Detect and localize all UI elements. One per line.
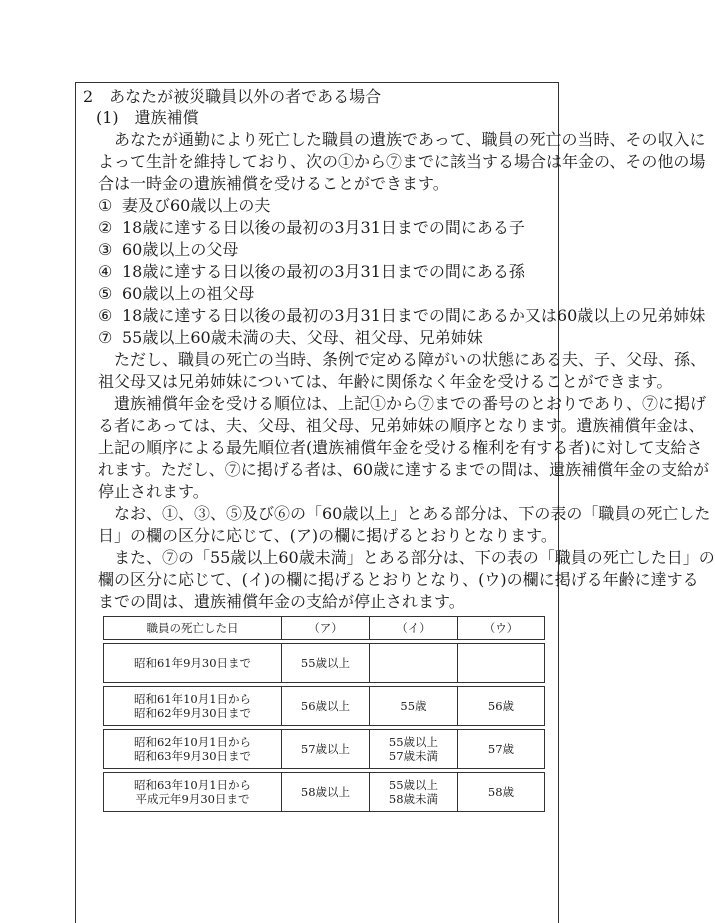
- paragraph-line: ただし、職員の死亡の当時、条例で定める障がいの状態にある夫、子、父母、孫、: [114, 350, 707, 369]
- table-cell-date: 昭和61年10月1日から 昭和62年9月30日まで: [104, 687, 282, 726]
- list-item-text: 妻及び60歳以上の夫: [122, 196, 271, 215]
- list-item-mark: ④: [98, 262, 113, 281]
- table-cell-i: [370, 644, 458, 683]
- paragraph-line: れます。ただし、⑦に掲げる者は、60歳に達するまでの間は、遺族補償年金の支給が: [98, 460, 710, 479]
- intro-line: 合は一時金の遺族補償を受けることができます。: [98, 174, 449, 193]
- list-item-mark: ②: [98, 218, 113, 237]
- table-header: （ア）: [282, 617, 370, 640]
- subsection-heading: (1) 遺族補償: [96, 108, 199, 127]
- list-item: [98, 306, 706, 325]
- table-cell-i: 55歳: [370, 687, 458, 726]
- paragraph-line: また、⑦の「55歳以上60歳未満」とある部分は、下の表の「職員の死亡した日」の: [114, 548, 715, 567]
- table-header-row: [104, 617, 545, 640]
- table-row: [104, 687, 545, 726]
- list-item-text: 18歳に達する日以後の最初の3月31日までの間にある孫: [122, 262, 525, 281]
- list-item-mark: ⑦: [98, 328, 113, 347]
- table-header: （ウ）: [458, 617, 545, 640]
- table-cell-u: 58歳: [458, 773, 545, 812]
- age-table: [103, 616, 545, 812]
- table-cell-a: 55歳以上: [282, 644, 370, 683]
- list-item-mark: ⑤: [98, 284, 113, 303]
- list-item-text: 60歳以上の祖父母: [122, 284, 255, 303]
- paragraph-line: 欄の区分に応じて、(イ)の欄に掲げるとおりとなり、(ウ)の欄に掲げる年齢に達する: [98, 570, 699, 589]
- intro-line: あなたが通勤により死亡した職員の遺族であって、職員の死亡の当時、その収入に: [114, 130, 706, 149]
- list-item-text: 18歳に達する日以後の最初の3月31日までの間にあるか又は60歳以上の兄弟姉妹: [122, 306, 706, 325]
- intro-line: よって生計を維持しており、次の①から⑦までに該当する場合は年金の、その他の場: [98, 152, 706, 171]
- paragraph-line: 上記の順序による最先順位者(遺族補償年金を受ける権利を有する者)に対して支給さ: [98, 438, 703, 457]
- table-cell-i: 55歳以上 57歳未満: [370, 730, 458, 769]
- list-item-mark: ①: [98, 196, 113, 215]
- paragraph-line: なお、①、③、⑤及び⑥の「60歳以上」とある部分は、下の表の「職員の死亡した: [114, 504, 711, 523]
- list-item: [98, 284, 255, 303]
- paragraph-line: 遺族補償年金を受ける順位は、上記①から⑦までの番号のとおりであり、⑦に掲げ: [114, 394, 707, 413]
- section-heading: 2 あなたが被災職員以外の者である場合: [83, 87, 382, 106]
- table-row: [104, 773, 545, 812]
- list-item: [98, 218, 525, 237]
- table-row: [104, 730, 545, 769]
- table-cell-u: 57歳: [458, 730, 545, 769]
- table-header: （イ）: [370, 617, 458, 640]
- paragraph-line: る者にあっては、夫、父母、祖父母、兄弟姉妹の順序となります。遺族補償年金は、: [98, 416, 705, 435]
- table-row: [104, 644, 545, 683]
- list-item-text: 55歳以上60歳未満の夫、父母、祖父母、兄弟姉妹: [122, 328, 483, 347]
- list-item-text: 60歳以上の父母: [122, 240, 239, 259]
- paragraph-line: 日」の欄の区分に応じて、(ア)の欄に掲げるとおりとなります。: [98, 526, 557, 545]
- paragraph-line: 祖父母又は兄弟姉妹については、年齢に関係なく年金を受けることができます。: [98, 372, 673, 391]
- list-item: [98, 328, 483, 347]
- table-cell-a: 56歳以上: [282, 687, 370, 726]
- list-item-text: 18歳に達する日以後の最初の3月31日までの間にある子: [122, 218, 525, 237]
- paragraph-line: 停止されます。: [98, 482, 209, 501]
- table-cell-date: 昭和61年9月30日まで: [104, 644, 282, 683]
- table-cell-date: 昭和62年10月1日から 昭和63年9月30日まで: [104, 730, 282, 769]
- list-item: [98, 262, 525, 281]
- table-cell-i: 55歳以上 58歳未満: [370, 773, 458, 812]
- list-item: [98, 196, 271, 215]
- table-cell-u: 56歳: [458, 687, 545, 726]
- paragraph-line: までの間は、遺族補償年金の支給が停止されます。: [98, 592, 465, 611]
- table-cell-a: 58歳以上: [282, 773, 370, 812]
- table-cell-u: [458, 644, 545, 683]
- table-header: 職員の死亡した日: [104, 617, 282, 640]
- list-item: [98, 240, 239, 259]
- table-cell-date: 昭和63年10月1日から 平成元年9月30日まで: [104, 773, 282, 812]
- list-item-mark: ⑥: [98, 306, 113, 325]
- table-cell-a: 57歳以上: [282, 730, 370, 769]
- list-item-mark: ③: [98, 240, 113, 259]
